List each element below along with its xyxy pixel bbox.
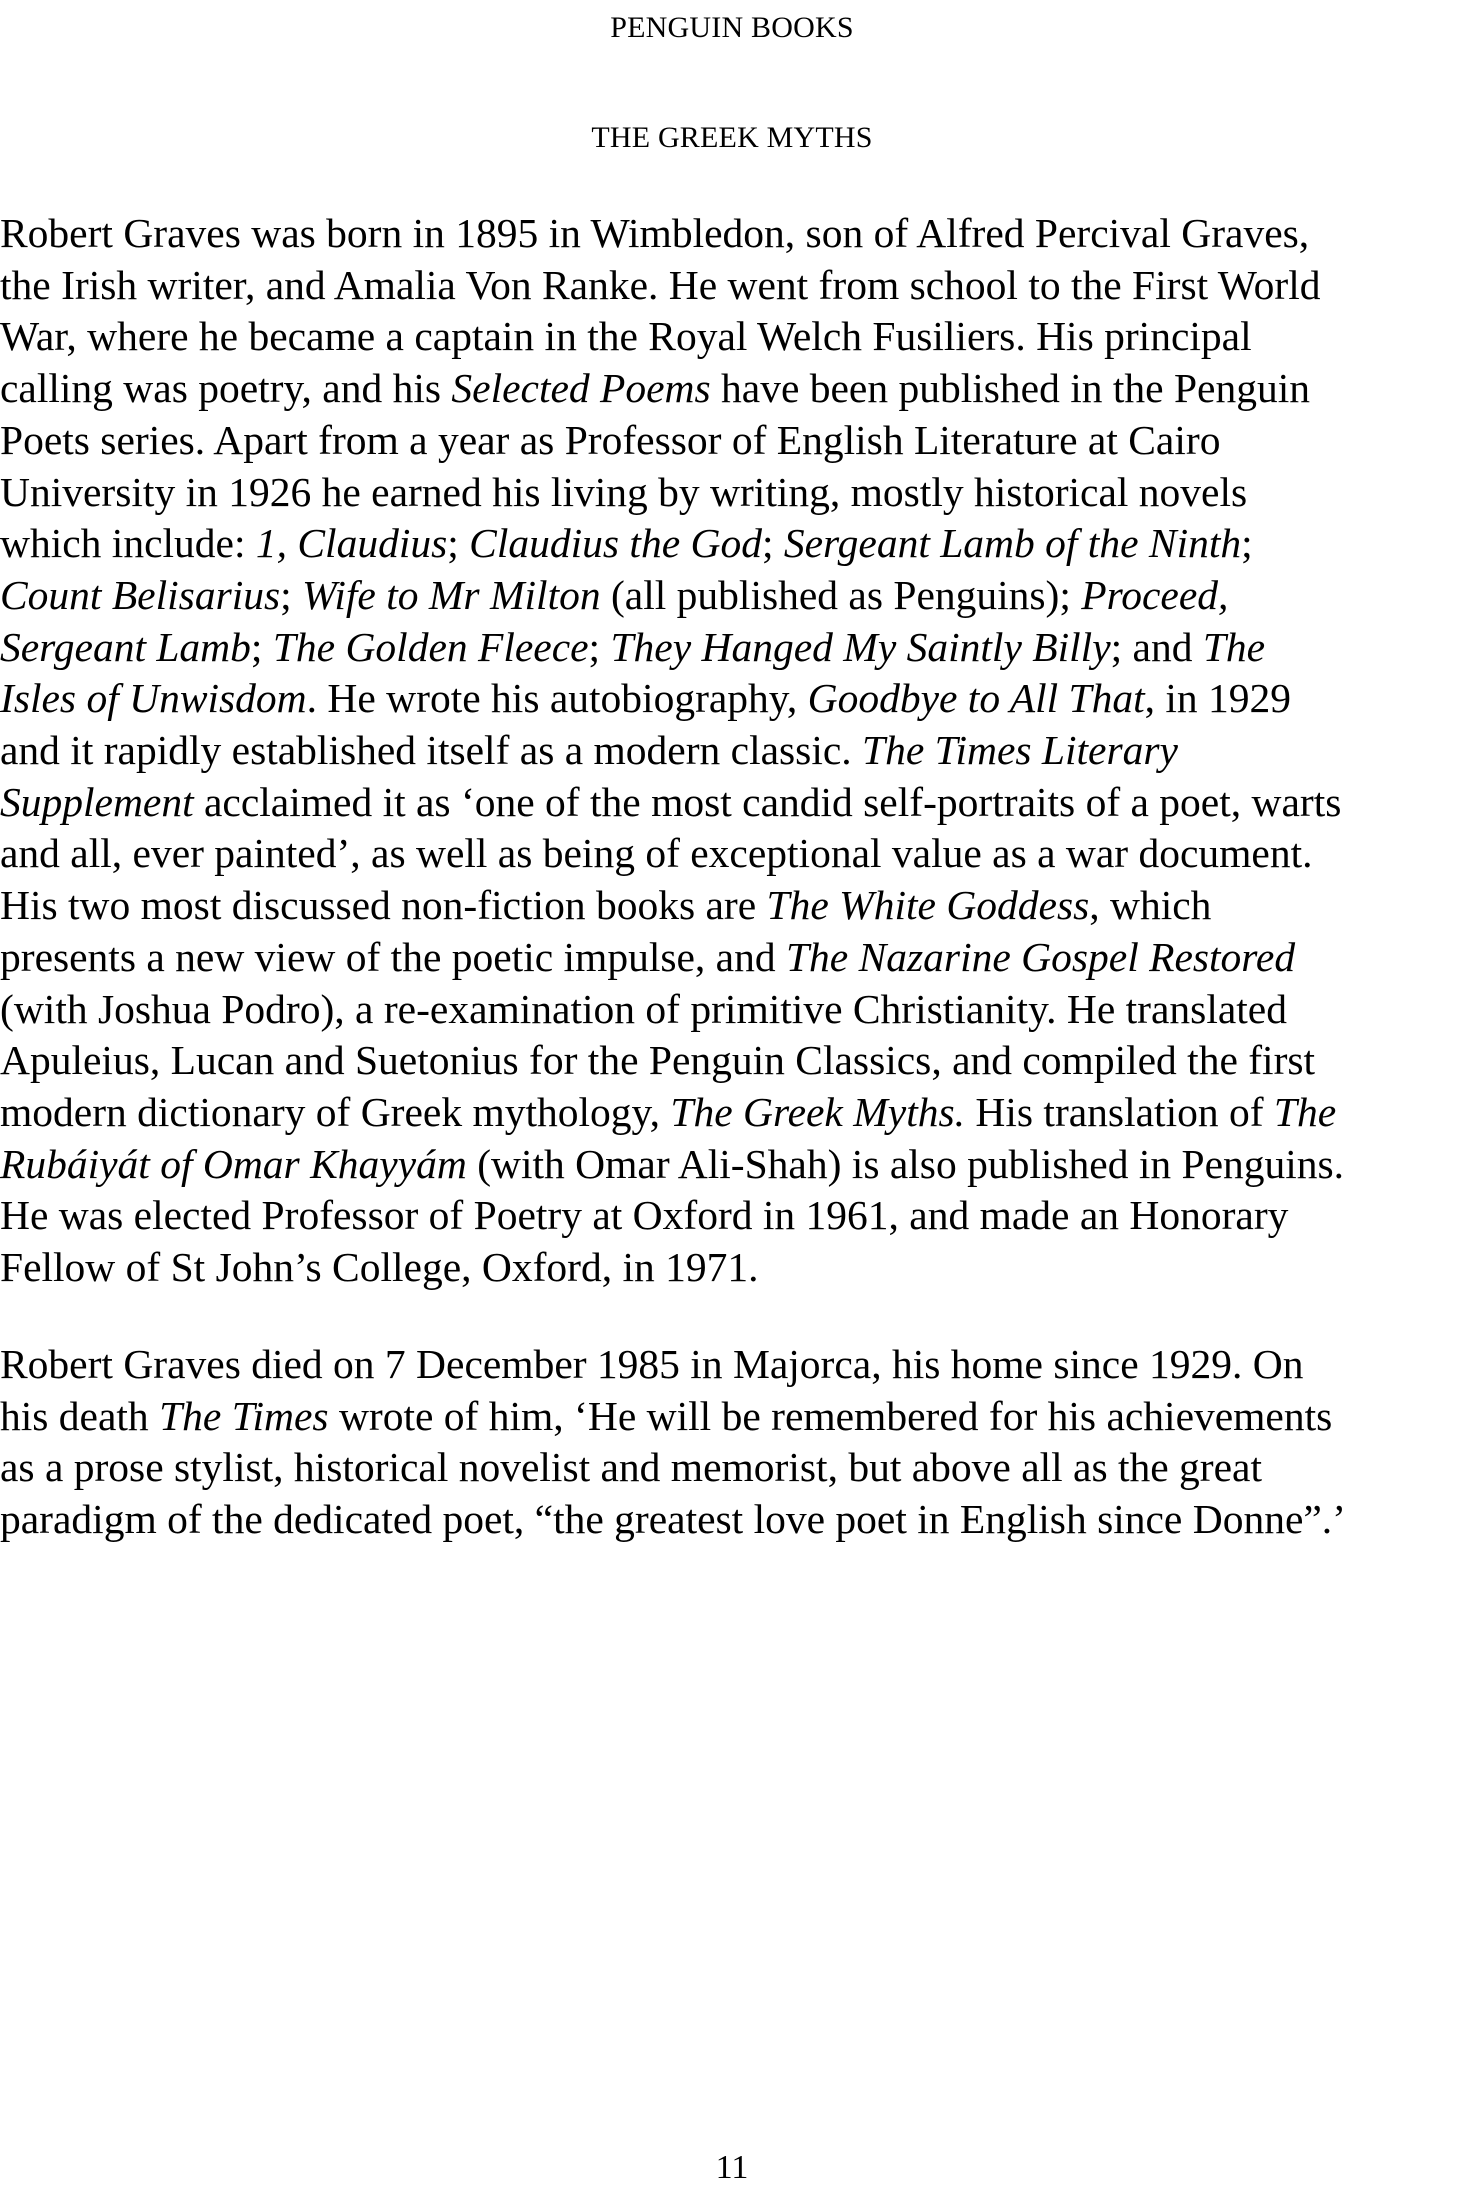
text-line xyxy=(0,622,1464,674)
publisher-heading: PENGUIN BOOKS xyxy=(610,11,854,44)
italic-title-text: Sergeant Lamb xyxy=(0,623,251,670)
body-text: Robert Graves was born in 1895 in Wimbledon, son of Alfred Percival Graves, xyxy=(0,210,1310,256)
biography-paragraph xyxy=(0,208,1464,1294)
body-text: ; and xyxy=(1110,623,1203,670)
body-text: Fellow of St John’s College, Oxford, in 1971. xyxy=(0,1244,759,1291)
italic-title-text: Isles of Unwisdom xyxy=(0,675,307,722)
body-text: modern dictionary of Greek mythology, xyxy=(0,1088,671,1135)
body-text: ; xyxy=(761,520,784,567)
text-line xyxy=(0,570,1464,622)
body-text: the Irish writer, and Amalia Von Ranke. He went from school to the First World xyxy=(0,261,1321,308)
body-text: Robert Graves died on 7 December 1985 in Majorca, his home since 1929. On xyxy=(0,1341,1304,1387)
text-line xyxy=(0,363,1464,415)
italic-title-text: Selected Poems xyxy=(451,365,711,412)
text-line xyxy=(0,777,1464,829)
text-line xyxy=(0,1087,1464,1139)
body-text: ; xyxy=(280,571,303,618)
italic-title-text: Claudius the God xyxy=(469,520,762,567)
text-line xyxy=(0,673,1464,725)
italic-title-text: Rubáiyát of Omar Khayyám xyxy=(0,1140,467,1187)
body-text: have been published in the Penguin xyxy=(710,365,1310,412)
text-line xyxy=(0,828,1464,880)
italic-title-text: Sergeant Lamb of the Ninth xyxy=(783,520,1242,567)
text-line xyxy=(0,1494,1464,1546)
italic-title-text: Count Belisarius xyxy=(0,571,281,618)
text-line xyxy=(0,260,1464,312)
italic-title-text: The xyxy=(1202,623,1266,670)
body-text: His two most discussed non-fiction books are xyxy=(0,882,767,929)
body-text: acclaimed it as ‘one of the most candid self-portraits of a poet, warts xyxy=(193,778,1342,825)
text-line xyxy=(0,1190,1464,1242)
italic-title-text: Supplement xyxy=(0,778,194,825)
italic-title-text: The White Goddess xyxy=(766,882,1090,929)
book-title-heading: THE GREEK MYTHS xyxy=(591,121,873,154)
text-line xyxy=(0,415,1464,467)
body-text: as a prose stylist, historical novelist and memorist, but above all as the great xyxy=(0,1444,1263,1491)
page-number: 11 xyxy=(715,2149,749,2186)
italic-title-text: The Greek Myths. xyxy=(670,1088,966,1135)
body-text: He was elected Professor of Poetry at Oxford in 1961, and made an Honorary xyxy=(0,1192,1289,1239)
body-text: calling was poetry, and his xyxy=(0,365,452,412)
body-text: ; xyxy=(250,623,273,670)
body-text: (all published as Penguins); xyxy=(600,571,1082,618)
text-line xyxy=(0,1391,1464,1443)
body-text: his death xyxy=(0,1392,160,1439)
italic-title-text: Goodbye to All That xyxy=(807,675,1145,722)
body-text: , in 1929 xyxy=(1144,675,1292,722)
text-line xyxy=(0,1139,1464,1191)
body-text: War, where he became a captain in the Royal Welch Fusiliers. His principal xyxy=(0,313,1252,360)
text-line xyxy=(0,984,1464,1036)
body-text: wrote of him, ‘He will be remembered for his achievements xyxy=(328,1392,1333,1439)
body-text: and all, ever painted’, as well as being of exceptional value as a war document. xyxy=(0,830,1313,877)
text-line xyxy=(0,467,1464,519)
body-text: ; xyxy=(447,520,470,567)
body-text: presents a new view of the poetic impulse, and xyxy=(0,933,786,980)
body-text: His translation of xyxy=(965,1088,1274,1135)
text-line xyxy=(0,311,1464,363)
italic-title-text: The Nazarine Gospel Restored xyxy=(785,933,1296,980)
body-text: and it rapidly established itself as a modern classic. xyxy=(0,727,863,774)
italic-title-text: They Hanged My Saintly Billy xyxy=(610,623,1111,670)
body-text: Poets series. Apart from a year as Professor of English Literature at Cairo xyxy=(0,416,1221,463)
text-line xyxy=(0,932,1464,984)
body-text: University in 1926 he earned his living by writing, mostly historical novels xyxy=(0,468,1248,515)
obituary-paragraph xyxy=(0,1339,1464,1546)
body-text: (with Omar Ali-Shah) is also published in Penguins. xyxy=(466,1140,1345,1187)
italic-title-text: Wife to Mr Milton xyxy=(302,571,601,618)
body-text: ; xyxy=(588,623,611,670)
body-text: (with Joshua Podro), a re-examination of primitive Christianity. He translated xyxy=(0,985,1287,1032)
body-text: ; xyxy=(1241,520,1253,567)
italic-title-text: The Times Literary xyxy=(862,727,1178,774)
body-text: . He wrote his autobiography, xyxy=(306,675,808,722)
text-line xyxy=(0,208,1464,260)
italic-title-text: The Golden Fleece xyxy=(272,623,589,670)
body-text: Apuleius, Lucan and Suetonius for the Penguin Classics, and compiled the first xyxy=(0,1037,1316,1084)
italic-title-text: The xyxy=(1273,1088,1337,1135)
body-text: which include: xyxy=(0,520,256,567)
italic-title-text: 1, Claudius xyxy=(255,520,448,567)
italic-title-text: The Times xyxy=(159,1392,329,1439)
text-line xyxy=(0,1035,1464,1087)
italic-title-text: Proceed, xyxy=(1081,571,1229,618)
text-line xyxy=(0,725,1464,777)
body-text: , which xyxy=(1089,882,1212,929)
body-text: paradigm of the dedicated poet, “the greatest love poet in English since Donne”.’ xyxy=(0,1496,1346,1543)
text-line xyxy=(0,518,1464,570)
text-line xyxy=(0,1442,1464,1494)
text-line xyxy=(0,1242,1464,1294)
text-line xyxy=(0,880,1464,932)
text-line xyxy=(0,1339,1464,1391)
